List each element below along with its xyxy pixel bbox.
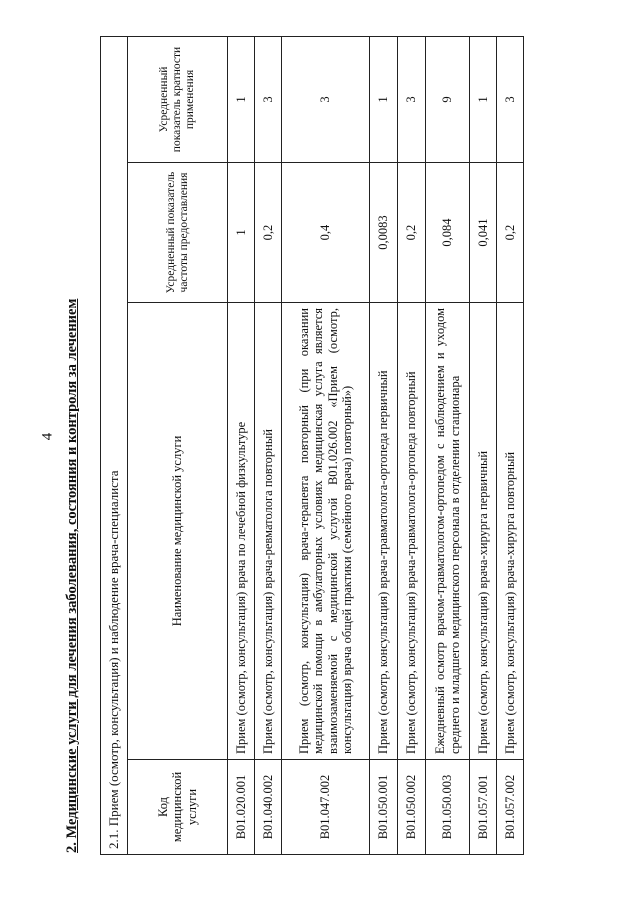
rotated-page-content [64,35,640,855]
frequency-value: 1 [228,163,255,303]
service-name: Прием (осмотр, консультация) врача-терапевта повторный (при оказании медицинской помощи в амбулаторных условиях медицинская услуга является взаимозаменяемой с медицинской услугой B01.026.002 «Прием (осмотр, консультация) врача общей практики (семейного врача) повторный») [282,303,370,760]
table-row [497,36,524,854]
table-row [370,36,398,854]
frequency-value: 0,2 [398,163,426,303]
multiplicity-value: 3 [398,36,426,162]
subsection-title: 2.1. Прием (осмотр, консультация) и наблюдение врача-специалиста [101,36,128,854]
multiplicity-value: 3 [282,36,370,162]
table-row [255,36,282,854]
multiplicity-value: 3 [497,36,524,162]
service-code: B01.040.002 [255,760,282,855]
frequency-value: 0,2 [497,163,524,303]
service-code: B01.057.001 [470,760,497,855]
service-code: B01.050.001 [370,760,398,855]
frequency-value: 0,4 [282,163,370,303]
subsection-row [101,36,128,854]
header-row [128,36,228,854]
multiplicity-value: 3 [255,36,282,162]
service-name: Ежедневный осмотр врачом-травматологом-ортопедом с наблюдением и уходом среднего и младшего медицинского персонала в отделении стационара [426,303,470,760]
multiplicity-value: 9 [426,36,470,162]
service-code: B01.050.002 [398,760,426,855]
frequency-value: 0,041 [470,163,497,303]
table-row [426,36,470,854]
service-name: Прием (осмотр, консультация) врача-хирурга повторный [497,303,524,760]
frequency-value: 0,084 [426,163,470,303]
multiplicity-value: 1 [370,36,398,162]
header-multiplicity: Усредненный показатель кратности применения [128,36,228,162]
section-title: 2. Медицинские услуги для лечения заболевания, состояния и контроля за лечением [64,298,80,853]
page-number: 4 [39,432,56,441]
header-name: Наименование медицинской услуги [128,303,228,760]
frequency-value: 0,2 [255,163,282,303]
service-name: Прием (осмотр, консультация) врача-травматолога-ортопеда повторный [398,303,426,760]
service-name: Прием (осмотр, консультация) врача-хирурга первичный [470,303,497,760]
table-row [228,36,255,854]
service-code: B01.020.001 [228,760,255,855]
service-code: B01.050.003 [426,760,470,855]
table-row [470,36,497,854]
multiplicity-value: 1 [470,36,497,162]
table-row [398,36,426,854]
services-table [100,36,524,855]
service-code: B01.057.002 [497,760,524,855]
header-code: Код медицинской услуги [128,760,228,855]
multiplicity-value: 1 [228,36,255,162]
service-code: B01.047.002 [282,760,370,855]
table-row [282,36,370,854]
service-name: Прием (осмотр, консультация) врача-травматолога-ортопеда первичный [370,303,398,760]
frequency-value: 0,0083 [370,163,398,303]
service-name: Прием (осмотр, консультация) врача по лечебной физкультуре [228,303,255,760]
header-frequency: Усредненный показатель частоты предоставления [128,163,228,303]
service-name: Прием (осмотр, консультация) врача-ревматолога повторный [255,303,282,760]
